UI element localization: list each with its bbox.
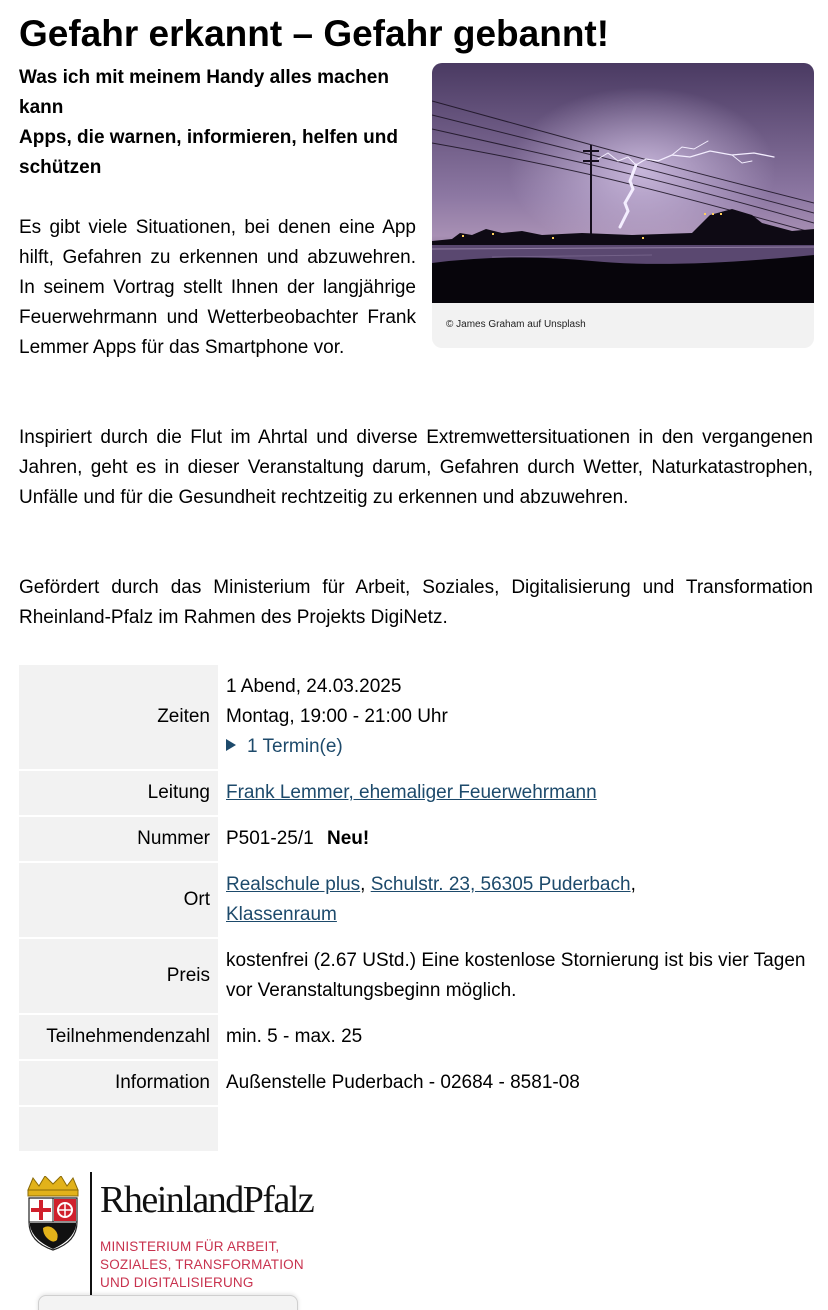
lightning-photo [432, 63, 814, 303]
logo-ministry-name [100, 1238, 304, 1292]
description-paragraph: Inspiriert durch die Flut im Ahrtal und diverse Extremwettersituationen in den vergangenen Jahren, geht es in dieser Veranstaltung darum, Gefahren durch Wetter, Naturkatastrophen, Unfälle und für die Gesundheit rechtzeitig zu erkennen und abzuwehren. [19, 427, 813, 508]
row-ort [19, 863, 813, 937]
subtitle [19, 63, 419, 183]
teilnehmer-label: Teilnehmendenzahl [19, 1015, 218, 1059]
zeiten-label: Zeiten [19, 665, 218, 769]
ort-label: Ort [19, 863, 218, 937]
leitung-link[interactable]: Frank Lemmer, ehemaliger Feuerwehrmann [226, 782, 597, 803]
bottom-floating-panel[interactable] [38, 1295, 298, 1310]
coat-of-arms-icon [25, 1176, 81, 1256]
logo-ministry-line-3: UND DIGITALISIERUNG [100, 1275, 254, 1290]
row-information [19, 1061, 813, 1105]
zeiten-date: 1 Abend, 24.03.2025 [226, 676, 402, 697]
row-leitung [19, 771, 813, 815]
new-badge: Neu! [326, 828, 370, 849]
subtitle-line-2: Apps, die warnen, informieren, helfen und schützen [19, 127, 398, 178]
disclosure-triangle-icon [226, 739, 236, 751]
lightning-photo-figure [432, 63, 814, 348]
nummer-value: P501-25/1 [226, 828, 314, 849]
row-empty [19, 1107, 813, 1151]
ort-separator-2: , [630, 874, 636, 895]
row-zeiten [19, 665, 813, 769]
ort-value [218, 863, 813, 937]
room-link[interactable]: Klassenraum [226, 904, 337, 925]
row-nummer [19, 817, 813, 861]
page-title: Gefahr erkannt – Gefahr gebannt! [19, 13, 610, 54]
teilnehmer-value: min. 5 - max. 25 [226, 1026, 363, 1047]
termine-toggle-label: 1 Termin(e) [247, 736, 343, 757]
empty-value-cell [218, 1107, 813, 1151]
zeiten-time: Montag, 19:00 - 21:00 Uhr [226, 706, 448, 727]
venue-link[interactable]: Realschule plus [226, 874, 361, 895]
information-value: Außenstelle Puderbach - 02684 - 8581-08 [226, 1072, 580, 1093]
ort-separator-1: , [360, 874, 371, 895]
funding-paragraph: Gefördert durch das Ministerium für Arbeit, Soziales, Digitalisierung und Transformation Rheinland-Pfalz im Rahmen des Projekts DigiNetz. [19, 577, 813, 628]
preis-value: kostenfrei (2.67 UStd.) Eine kostenlose Stornierung ist bis vier Tagen vor Veranstaltungsbeginn möglich. [226, 950, 806, 1001]
termine-toggle[interactable] [226, 732, 813, 762]
empty-label-cell [19, 1107, 218, 1151]
logo-wordmark: RheinlandPfalz [100, 1179, 314, 1221]
logo-ministry-line-2: SOZIALES, TRANSFORMATION [100, 1257, 304, 1272]
nummer-label: Nummer [19, 817, 218, 861]
photo-credit-caption: © James Graham auf Unsplash [446, 319, 586, 330]
leitung-label: Leitung [19, 771, 218, 815]
information-label: Information [19, 1061, 218, 1105]
course-details-table [19, 663, 813, 1153]
row-preis [19, 939, 813, 1013]
logo-divider [90, 1172, 92, 1295]
intro-paragraph: Es gibt viele Situationen, bei denen eine App hilft, Gefahren zu erkennen und abzuwehren. In seinem Vortrag stellt Ihnen der langjährige Feuerwehrmann und Wetterbeobachter Frank Lemmer Apps für das Smartphone vor. [19, 217, 416, 358]
subtitle-line-1: Was ich mit meinem Handy alles machen kann [19, 67, 389, 118]
preis-label: Preis [19, 939, 218, 1013]
row-teilnehmer [19, 1015, 813, 1059]
logo-ministry-line-1: MINISTERIUM FÜR ARBEIT, [100, 1239, 280, 1254]
ministry-logo [25, 1170, 315, 1295]
address-link[interactable]: Schulstr. 23, 56305 Puderbach [370, 874, 631, 895]
zeiten-value [218, 665, 813, 769]
